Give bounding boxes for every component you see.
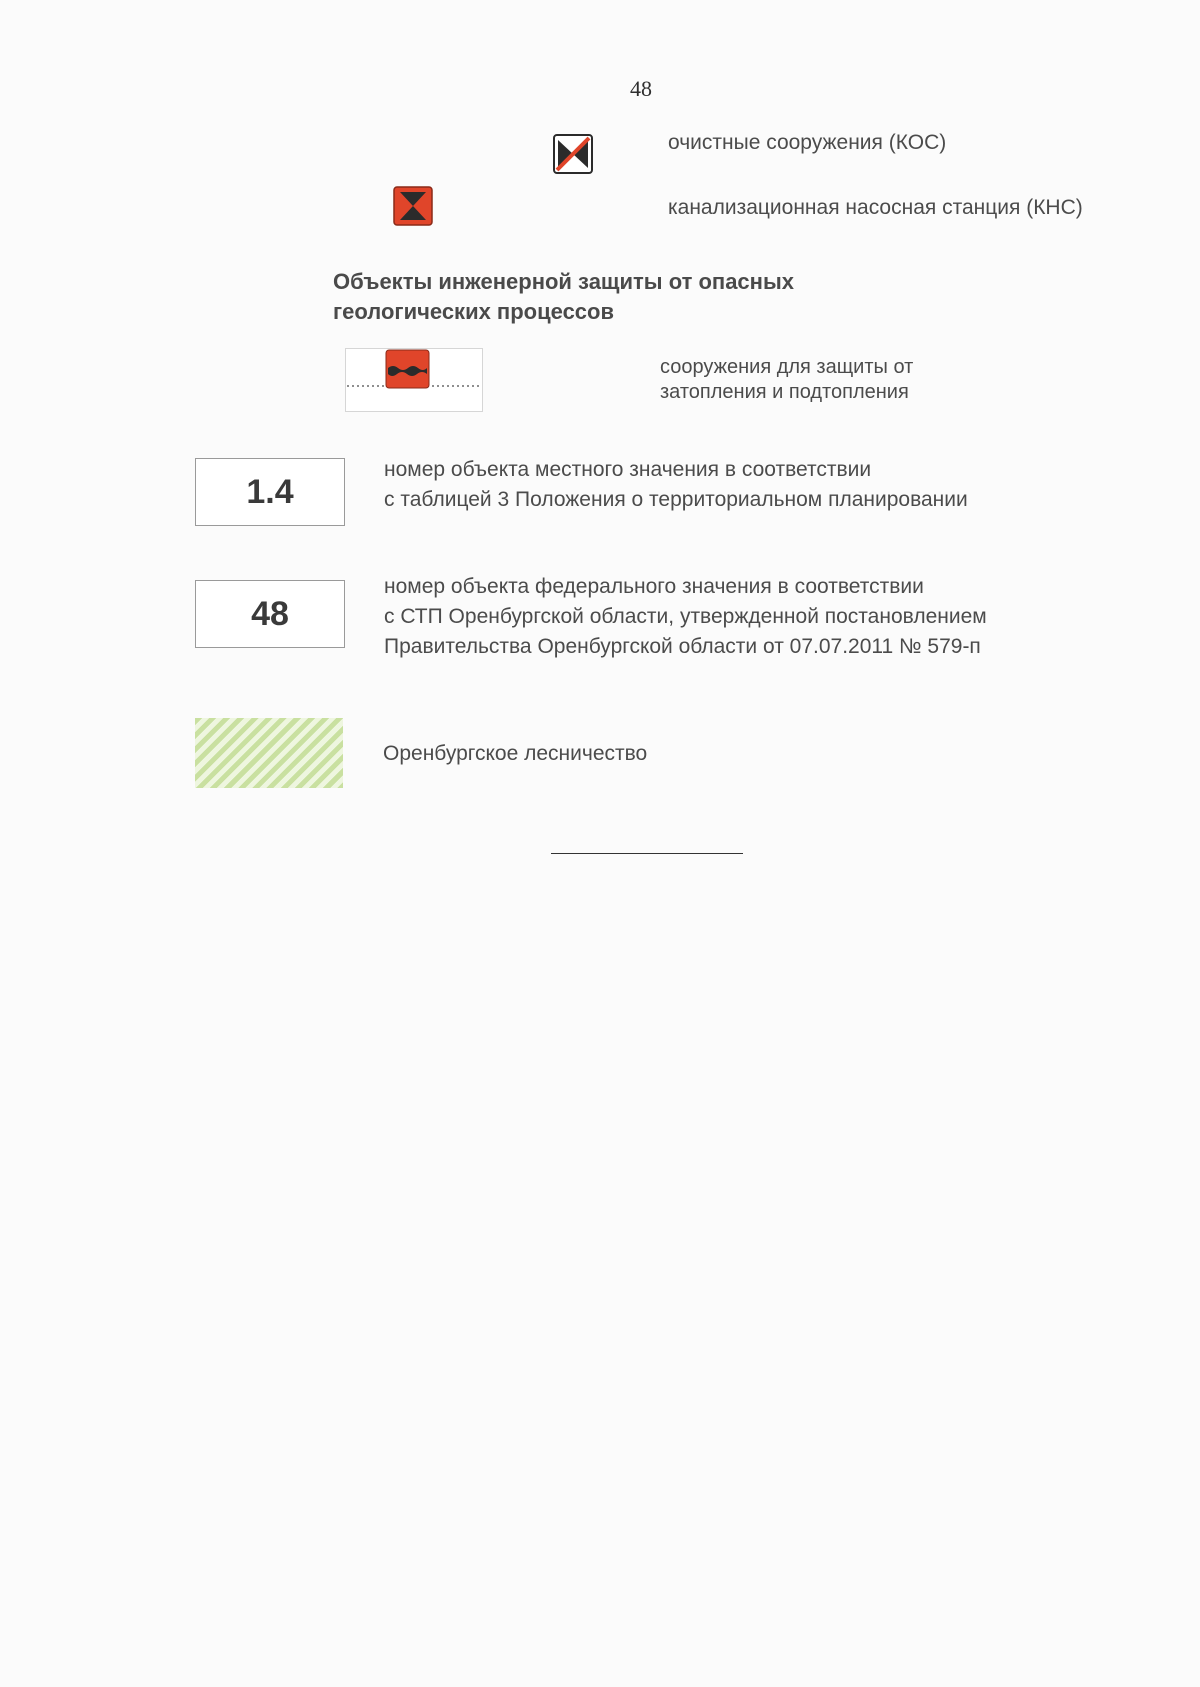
end-divider (551, 853, 743, 854)
treatment-facility-icon (553, 134, 593, 174)
section-title-line: геологических процессов (333, 299, 615, 324)
local-object-number-box: 1.4 (195, 458, 345, 526)
forestry-hatch-swatch (195, 718, 343, 788)
federal-object-number-box: 48 (195, 580, 345, 648)
federal-object-label-line: с СТП Оренбургской области, утвержденной постановлением (384, 605, 987, 628)
kos-label: очистные сооружения (КОС) (668, 131, 947, 154)
forestry-label: Оренбургское лесничество (383, 742, 648, 765)
flood-protection-icon (345, 348, 483, 412)
kns-label: канализационная насосная станция (КНС) (668, 196, 1083, 219)
federal-object-label-line: Правительства Оренбургской области от 07.07.2011 № 579-п (384, 635, 981, 658)
page-number: 48 (630, 76, 652, 101)
flood-label-line: сооружения для защиты от (660, 356, 914, 378)
local-object-label-line: номер объекта местного значения в соответствии (384, 458, 872, 481)
federal-object-label (384, 572, 987, 662)
sewage-pump-station-icon (393, 186, 433, 226)
federal-object-label-line: номер объекта федерального значения в соответствии (384, 575, 924, 598)
flood-label-line: затопления и подтопления (660, 381, 909, 403)
flood-label (660, 355, 913, 405)
section-title (333, 267, 794, 327)
local-object-label (384, 455, 968, 515)
section-title-line: Объекты инженерной защиты от опасных (333, 269, 794, 294)
local-object-label-line: с таблицей 3 Положения о территориальном планировании (384, 488, 968, 511)
